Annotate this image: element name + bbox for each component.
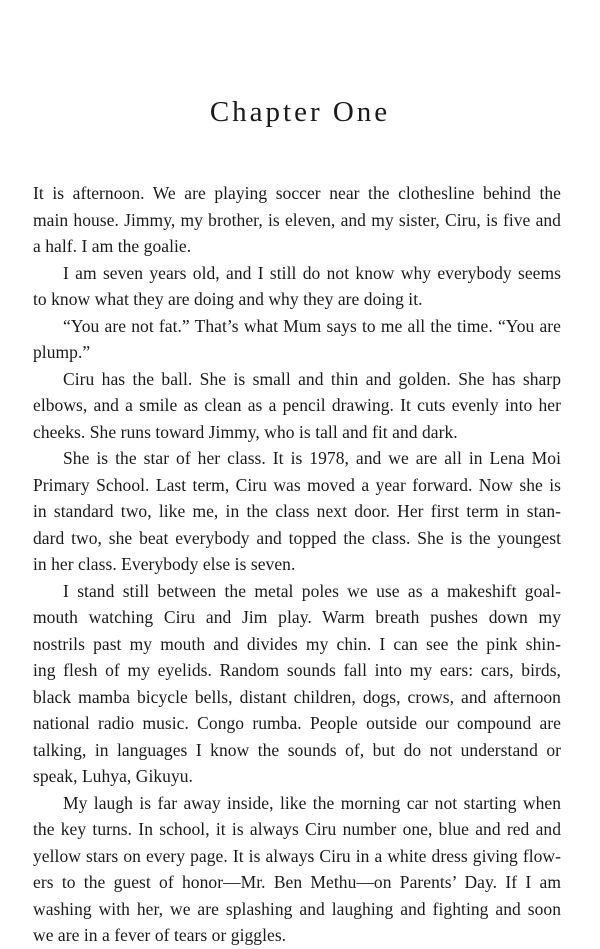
text-line: the key turns. In school, it is always Ciru number one, blue and red and: [33, 819, 561, 839]
text-line: It is afternoon. We are playing soccer near the clothesline behind the: [33, 183, 561, 203]
text-line: in her class. Everybody else is seven.: [33, 554, 296, 574]
text-line: I am seven years old, and I still do not know why everybody seems: [63, 262, 561, 283]
text-line: dard two, she beat everybody and topped the class. She is the youngest: [33, 527, 561, 548]
text-line: black mamba bicycle bells, distant children, dogs, crows, and afternoon: [33, 686, 561, 707]
text-line: we are in a fever of tears or giggles.: [33, 925, 287, 945]
text-line: main house. Jimmy, my brother, is eleven, and my sister, Ciru, is five and: [33, 209, 561, 230]
text-line: ers to the guest of honor—Mr. Ben Methu—on Parents’ Day. If I am: [33, 872, 561, 892]
text-line: washing with her, we are splashing and laughing and fighting and soon: [33, 898, 561, 919]
text-line: talking, in languages I know the sounds of, but do not understand or: [33, 739, 561, 760]
chapter-title: Chapter One: [209, 96, 391, 128]
text-line: I stand still between the metal poles we use as a makeshift goal-: [63, 580, 561, 601]
text-line: ing flesh of my eyelids. Random sounds fall into my ears: cars, birds,: [33, 660, 561, 680]
chapter-body: [33, 180, 561, 949]
text-line: nostrils past my mouth and divides my chin. I can see the pink shin-: [33, 633, 561, 654]
text-line: speak, Luhya, Gikuyu.: [33, 766, 193, 786]
text-line: cheeks. She runs toward Jimmy, who is tall and fit and dark.: [33, 421, 458, 442]
text-line: national radio music. Congo rumba. People outside our compound are: [33, 713, 561, 733]
text-line: in standard two, like me, in the class next door. Her first term in stan-: [33, 501, 561, 521]
text-line: “You are not fat.” That’s what Mum says to me all the time. “You are: [63, 315, 561, 336]
text-line: plump.”: [33, 342, 91, 362]
text-line: My laugh is far away inside, like the morning car not starting when: [63, 792, 561, 813]
text-line: to know what they are doing and why they are doing it.: [33, 289, 423, 309]
text-line: mouth watching Ciru and Jim play. Warm breath pushes down my: [33, 607, 561, 627]
text-line: She is the star of her class. It is 1978, and we are all in Lena Moi: [63, 448, 561, 468]
text-line: elbows, and a smile as clean as a pencil drawing. It cuts evenly into her: [33, 395, 561, 415]
text-line: a half. I am the goalie.: [33, 236, 192, 256]
text-line: Ciru has the ball. She is small and thin and golden. She has sharp: [63, 368, 561, 389]
text-line: yellow stars on every page. It is always Ciru in a white dress giving flow-: [33, 845, 561, 866]
text-line: Primary School. Last term, Ciru was moved a year forward. Now she is: [33, 474, 561, 495]
